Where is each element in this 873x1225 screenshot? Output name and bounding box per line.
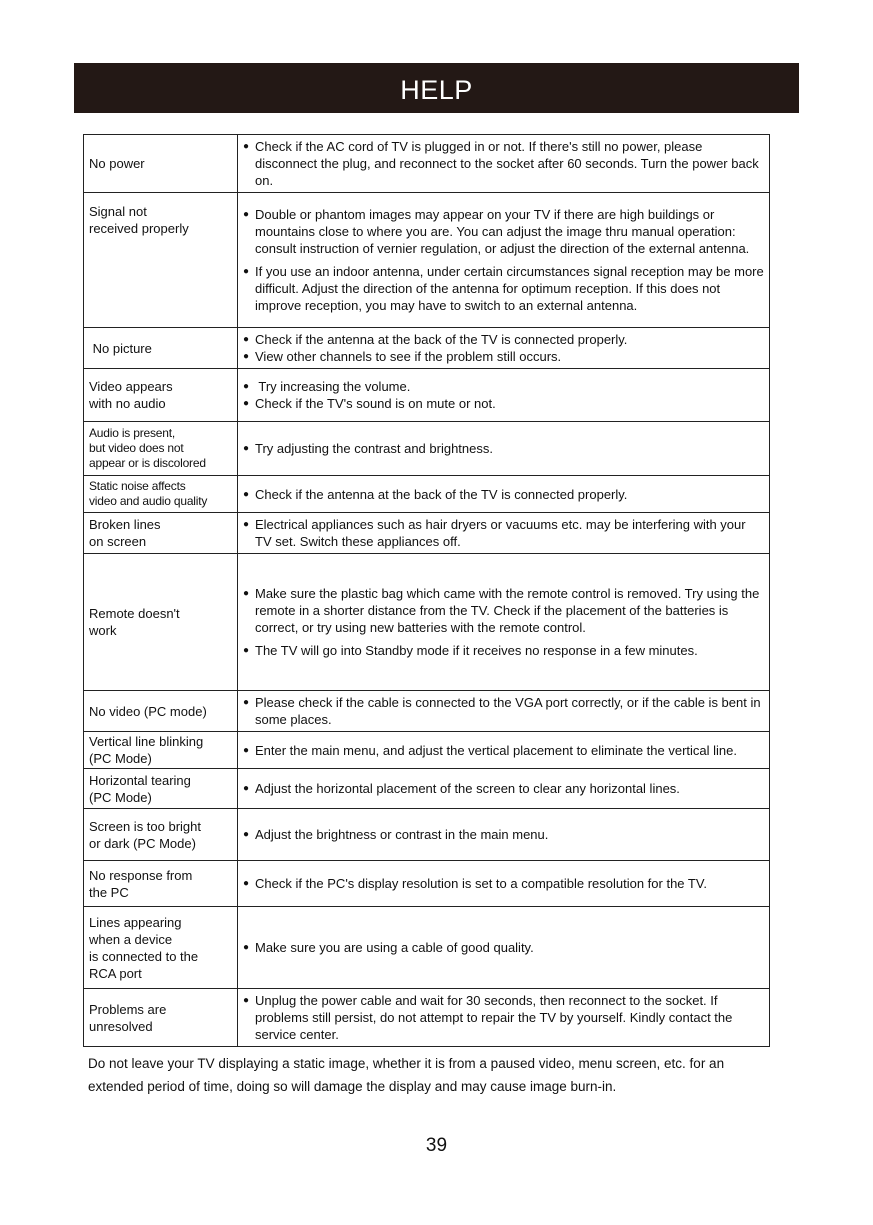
- issue-cell: [84, 732, 238, 769]
- table-row: [84, 809, 770, 861]
- solution-item: ● Unplug the power cable and wait for 30 seconds, then reconnect to the socket. If problems still persist, do not attempt to repair the TV by yourself. Kindly contact the service center.: [243, 993, 733, 1042]
- issue-label: video and audio quality: [89, 494, 208, 508]
- issue-label: but video does not: [89, 441, 184, 455]
- bullet-icon: ●: [243, 878, 250, 889]
- issue-cell: [84, 513, 238, 554]
- solution-item: ● Try increasing the volume.: [243, 379, 411, 394]
- solution-cell: [238, 989, 770, 1047]
- issue-label: Lines appearing: [89, 914, 182, 930]
- page-title: HELP: [400, 75, 473, 105]
- bullet-icon: ●: [243, 829, 250, 840]
- bullet-icon: ●: [243, 351, 250, 362]
- table-row: [84, 554, 770, 691]
- issue-label: unresolved: [89, 1018, 153, 1034]
- issue-label: No picture: [89, 340, 152, 356]
- issue-cell: [84, 907, 238, 989]
- issue-cell: [84, 422, 238, 476]
- solution-cell: [238, 769, 770, 809]
- solution-cell: [238, 861, 770, 907]
- table-row: [84, 422, 770, 476]
- issue-label: Signal not: [89, 204, 147, 219]
- table-row: [84, 328, 770, 369]
- issue-cell: [84, 861, 238, 907]
- issue-label: (PC Mode): [89, 751, 152, 766]
- issue-label: on screen: [89, 534, 147, 549]
- bullet-icon: ●: [243, 381, 250, 392]
- issue-label: Vertical line blinking: [89, 734, 204, 749]
- issue-label: No video (PC mode): [89, 703, 207, 719]
- table-row: [84, 193, 770, 328]
- table-row: [84, 769, 770, 809]
- bullet-icon: ●: [243, 744, 250, 756]
- issue-cell: [84, 809, 238, 861]
- bullet-icon: ●: [243, 443, 250, 454]
- table-row: [84, 513, 770, 554]
- solution-cell: [238, 193, 770, 328]
- issue-cell: [84, 328, 238, 369]
- issue-label: Remote doesn't: [89, 606, 180, 621]
- page-title-banner: [74, 63, 799, 113]
- solution-item: ● The TV will go into Standby mode if it receives no response in a few minutes.: [243, 643, 698, 658]
- issue-label: is connected to the: [89, 948, 199, 964]
- issue-cell: [84, 691, 238, 732]
- issue-label: Screen is too bright: [89, 818, 202, 834]
- solution-item: ● Electrical appliances such as hair dryers or vacuums etc. may be interfering with your TV set. Switch these appliances off.: [243, 517, 746, 549]
- issue-label: or dark (PC Mode): [89, 835, 196, 851]
- issue-label: Horizontal tearing: [89, 772, 191, 788]
- issue-label: appear or is discolored: [89, 456, 206, 470]
- page-number: 39: [425, 1135, 448, 1156]
- solution-cell: [238, 554, 770, 691]
- issue-label: Video appears: [89, 379, 173, 394]
- solution-item: ● Check if the antenna at the back of the TV is connected properly.: [243, 332, 628, 347]
- solution-cell: [238, 513, 770, 554]
- bullet-icon: ●: [243, 783, 250, 794]
- issue-label: No response from: [89, 867, 193, 883]
- issue-label: when a device: [89, 931, 173, 947]
- solution-cell: [238, 907, 770, 989]
- bullet-icon: ●: [243, 488, 250, 500]
- table-row: [84, 861, 770, 907]
- table-row: [84, 907, 770, 989]
- bullet-icon: ●: [243, 995, 250, 1006]
- bullet-icon: ●: [243, 398, 250, 409]
- issue-label: with no audio: [89, 396, 166, 411]
- issue-label: work: [89, 623, 117, 638]
- issue-label: (PC Mode): [89, 789, 152, 805]
- table-row: [84, 691, 770, 732]
- bullet-icon: ●: [243, 645, 250, 656]
- solution-cell: [238, 476, 770, 513]
- issue-cell: [84, 369, 238, 422]
- solution-item: ● If you use an indoor antenna, under certain circumstances signal reception may be more difficult. Adjust the direction of the antenna for optimum reception. If this does not improve reception, you may have to switch to an external antenna.: [243, 264, 764, 313]
- solution-item: ● Enter the main menu, and adjust the vertical placement to eliminate the vertical line.: [243, 742, 737, 758]
- bullet-icon: ●: [243, 334, 250, 345]
- issue-label: the PC: [89, 884, 129, 900]
- solution-cell: [238, 809, 770, 861]
- issue-cell: [84, 769, 238, 809]
- solution-item: ● Check if the PC's display resolution is set to a compatible resolution for the TV.: [243, 876, 707, 891]
- table-row: [84, 135, 770, 193]
- burn-in-warning-note: Do not leave your TV displaying a static image, whether it is from a paused video, menu screen, etc. for an extended period of time, doing so will damage the display and may cause image burn-in.: [88, 1056, 725, 1094]
- bullet-icon: ●: [243, 519, 250, 530]
- issue-label: Problems are: [89, 1001, 167, 1017]
- solution-cell: [238, 691, 770, 732]
- bullet-icon: ●: [243, 266, 250, 277]
- solution-cell: [238, 328, 770, 369]
- table-row: [84, 732, 770, 769]
- solution-cell: [238, 369, 770, 422]
- issue-cell: [84, 135, 238, 193]
- bullet-icon: ●: [243, 588, 250, 599]
- bullet-icon: ●: [243, 209, 250, 220]
- solution-item: ● Make sure you are using a cable of good quality.: [243, 940, 534, 955]
- solution-item: ● Please check if the cable is connected to the VGA port correctly, or if the cable is bent in some places.: [243, 695, 761, 727]
- troubleshooting-table: [83, 134, 770, 1047]
- table-row: [84, 369, 770, 422]
- solution-item: ● Try adjusting the contrast and brightness.: [243, 441, 493, 456]
- issue-cell: [84, 193, 238, 328]
- solution-cell: [238, 422, 770, 476]
- solution-cell: [238, 732, 770, 769]
- solution-item: ● Check if the antenna at the back of the TV is connected properly.: [243, 486, 628, 502]
- solution-item: ● Make sure the plastic bag which came with the remote control is removed. Try using the remote in a shorter distance from the TV. Check if the placement of the batteries is correct, or try using new batteries with the remote control.: [243, 586, 760, 635]
- solution-item: ● Check if the TV's sound is on mute or not.: [243, 396, 496, 411]
- issue-label: RCA port: [89, 965, 142, 981]
- issue-label: received properly: [89, 221, 189, 236]
- issue-cell: [84, 554, 238, 691]
- solution-item: ● Double or phantom images may appear on your TV if there are high buildings or mountains close to where you are. You can adjust the image thru manual operation: consult instruction of vernier regulation, or adjust the direction of the external antenna.: [243, 207, 750, 256]
- issue-label: No power: [89, 156, 145, 171]
- solution-item: ● Adjust the horizontal placement of the screen to clear any horizontal lines.: [243, 781, 680, 796]
- issue-label: Broken lines: [89, 517, 161, 532]
- solution-item: ● Check if the AC cord of TV is plugged in or not. If there's still no power, please disconnect the plug, and reconnect to the socket after 60 seconds. Turn the power back on.: [243, 139, 759, 188]
- solution-item: ● View other channels to see if the problem still occurs.: [243, 349, 562, 364]
- issue-label: Static noise affects: [89, 479, 186, 493]
- issue-cell: [84, 989, 238, 1047]
- issue-label: Audio is present,: [89, 426, 175, 440]
- solution-item: ● Adjust the brightness or contrast in the main menu.: [243, 827, 549, 842]
- issue-cell: [84, 476, 238, 513]
- bullet-icon: ●: [243, 697, 250, 708]
- bullet-icon: ●: [243, 141, 250, 152]
- table-row: [84, 476, 770, 513]
- table-row: [84, 989, 770, 1047]
- solution-cell: [238, 135, 770, 193]
- bullet-icon: ●: [243, 942, 250, 953]
